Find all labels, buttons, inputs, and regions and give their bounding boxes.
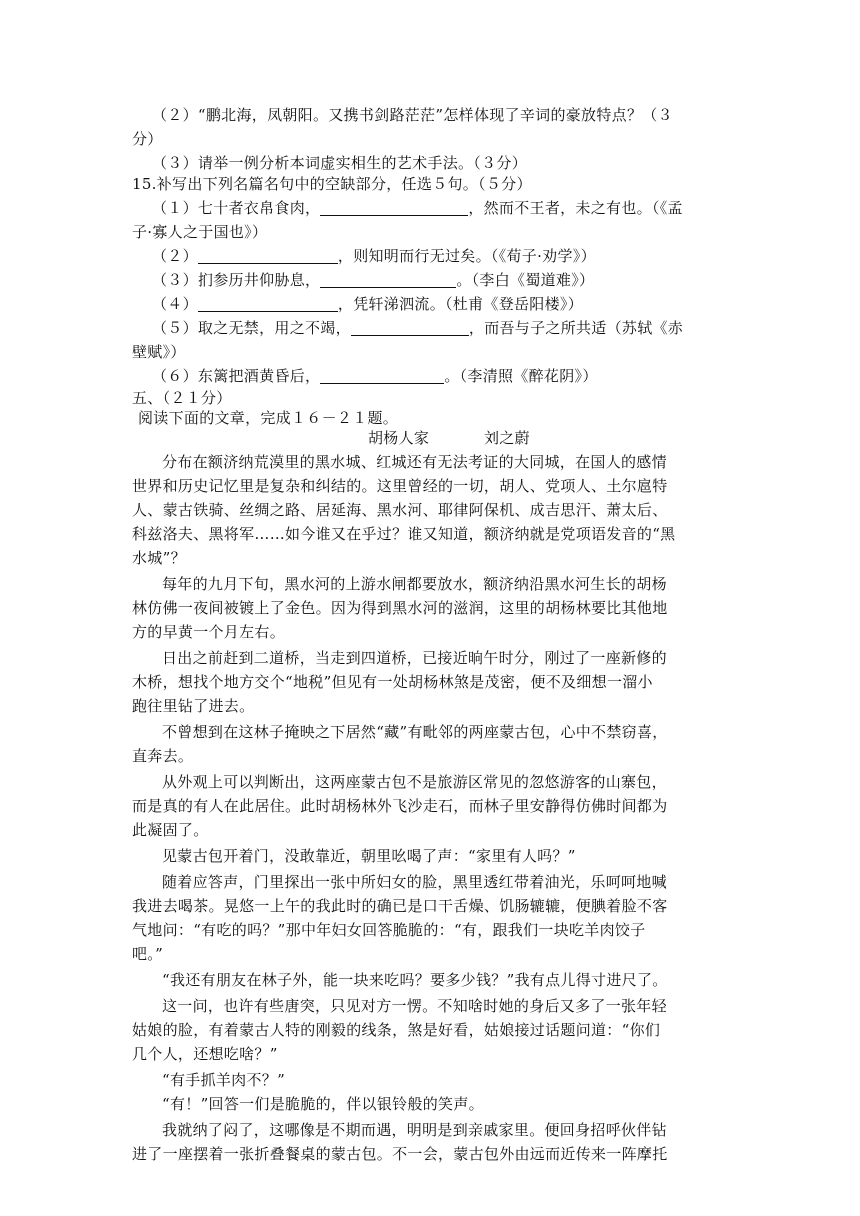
paragraph-line: 跑往里钻了进去。 — [132, 697, 255, 715]
reading-instruction: 阅读下面的文章，完成１６－２１题。 — [138, 409, 399, 427]
paragraph-line: 木桥，想找个地方交个“地税”但见有一处胡杨林煞是茂密，便不及细想一溜小 — [132, 673, 653, 691]
paragraph-line: 这一问，也许有些唐突，只见对方一愣。不知啥时她的身后又多了一张年轻 — [162, 997, 667, 1015]
fill-1: （１）七十者衣帛食肉， ，然而不王者，未之有也。（《孟 — [152, 199, 683, 217]
answer-blank-6[interactable] — [320, 367, 444, 384]
paragraph-line: 林仿佛一夜间被镀上了金色。因为得到黑水河的滋润，这里的胡杨林要比其他地 — [132, 599, 668, 617]
section-5-heading: 五、（２１分） — [132, 389, 232, 407]
fill-3: （３）扪参历井仰胁息， 。（李白《蜀道难》） — [152, 271, 595, 289]
fill-2: （２） ，则知明而行无过矣。（《荀子·劝学》） — [152, 247, 596, 265]
fill-5: （５）取之无禁，用之不竭， ，而吾与子之所共适（苏轼《赤 — [152, 319, 684, 337]
fill-4: （４） ，凭轩涕泗流。（杜甫《登岳阳楼》） — [152, 295, 584, 313]
paragraph-line: 人、蒙古铁骑、丝绸之路、居延海、黑水河、耶律阿保机、成吉思汗、萧太后、 — [132, 501, 668, 519]
paragraph-line: 不曾想到在这林子掩映之下居然“藏”有毗邻的两座蒙古包，心中不禁窃喜， — [162, 723, 668, 741]
paragraph-line: “有！”回答一们是脆脆的，伴以银铃般的笑声。 — [162, 1095, 484, 1113]
paragraph-line: 我就纳了闷了，这哪像是不期而遇，明明是到亲戚家里。便回身招呼伙伴钻 — [162, 1121, 667, 1139]
fill-6: （６）东篱把酒黄昏后， 。（李清照《醉花阴》） — [152, 367, 598, 385]
fill-1-cont: 子·寡人之于国也》） — [132, 223, 268, 241]
paragraph-line: 几个人，还想吃啥？” — [132, 1045, 278, 1063]
paragraph-line: 日出之前赶到二道桥，当走到四道桥，已接近晌午时分，刚过了一座新修的 — [162, 649, 667, 667]
article-author: 刘之蔚 — [484, 429, 530, 447]
paragraph-line: 分布在额济纳荒漠里的黑水城、红城还有无法考证的大同城，在国人的感情 — [162, 453, 667, 471]
paragraph-line: 随着应答声，门里探出一张中所妇女的脸，黑里透红带着油光，乐呵呵地喊 — [162, 873, 667, 891]
paragraph-line: 水城”？ — [132, 549, 186, 567]
paragraph-line: “有手抓羊肉不？” — [162, 1071, 286, 1089]
paragraph-line: 吧。” — [132, 945, 164, 963]
answer-blank-5[interactable] — [351, 319, 469, 336]
answer-blank-2[interactable] — [198, 247, 338, 264]
paragraph-line: “我还有朋友在林子外，能一块来吃吗？要多少钱？”我有点儿得寸进尺了。 — [162, 971, 668, 989]
paragraph-line: 见蒙古包开着门，没敢靠近，朝里吆喝了声：“家里有人吗？” — [162, 847, 576, 865]
answer-blank-3[interactable] — [320, 271, 456, 288]
paragraph-line: 科兹洛夫、黑将军……如今谁又在乎过？谁又知道，额济纳就是党项语发音的“黑 — [132, 525, 676, 543]
paragraph-line: 此凝固了。 — [132, 821, 209, 839]
paragraph-line: 直奔去。 — [132, 747, 194, 765]
answer-blank-4[interactable] — [198, 295, 338, 312]
paragraph-line: 从外观上可以判断出，这两座蒙古包不是旅游区常见的忽悠游客的山寨包， — [162, 773, 667, 791]
paragraph-line: 方的早黄一个月左右。 — [132, 623, 286, 641]
question-2: （２）“鹏北海，凤朝阳。又携书剑路茫茫”怎样体现了辛词的豪放特点？（３ — [152, 106, 673, 124]
paragraph-line: 每年的九月下旬，黑水河的上游水闸都要放水，额济纳沿黑水河生长的胡杨 — [162, 575, 667, 593]
paragraph-line: 姑娘的脸，有着蒙古人特的刚毅的线条，煞是好看，姑娘接过话题问道：“你们 — [132, 1021, 661, 1039]
paragraph-line: 进了一座摆着一张折叠餐桌的蒙古包。不一会，蒙古包外由远而近传来一阵摩托 — [132, 1145, 668, 1163]
answer-blank-1[interactable] — [320, 199, 468, 216]
paragraph-line: 而是真的有人在此居住。此时胡杨林外飞沙走石，而林子里安静得仿佛时间都为 — [132, 797, 668, 815]
paragraph-line: 世界和历史记忆里是复杂和纠结的。这里曾经的一切，胡人、党项人、土尔扈特 — [132, 477, 668, 495]
question-3: （３）请举一例分析本词虚实相生的艺术手法。（３分） — [152, 154, 528, 172]
question-2-cont: 分） — [132, 130, 163, 148]
paragraph-line: 气地问：“有吃的吗？”那中年妇女回答脆脆的：“有，跟我们一块吃羊肉饺子 — [132, 921, 646, 939]
question-15: 15.补写出下列名篇名句中的空缺部分，任选５句。（５分） — [132, 175, 532, 193]
paragraph-line: 我进去喝茶。晃悠一上午的我此时的确已是口干舌燥、饥肠辘辘，便腆着脸不客 — [132, 897, 668, 915]
article-title: 胡杨人家 — [368, 429, 430, 447]
fill-5-cont: 壁赋》） — [132, 343, 186, 361]
